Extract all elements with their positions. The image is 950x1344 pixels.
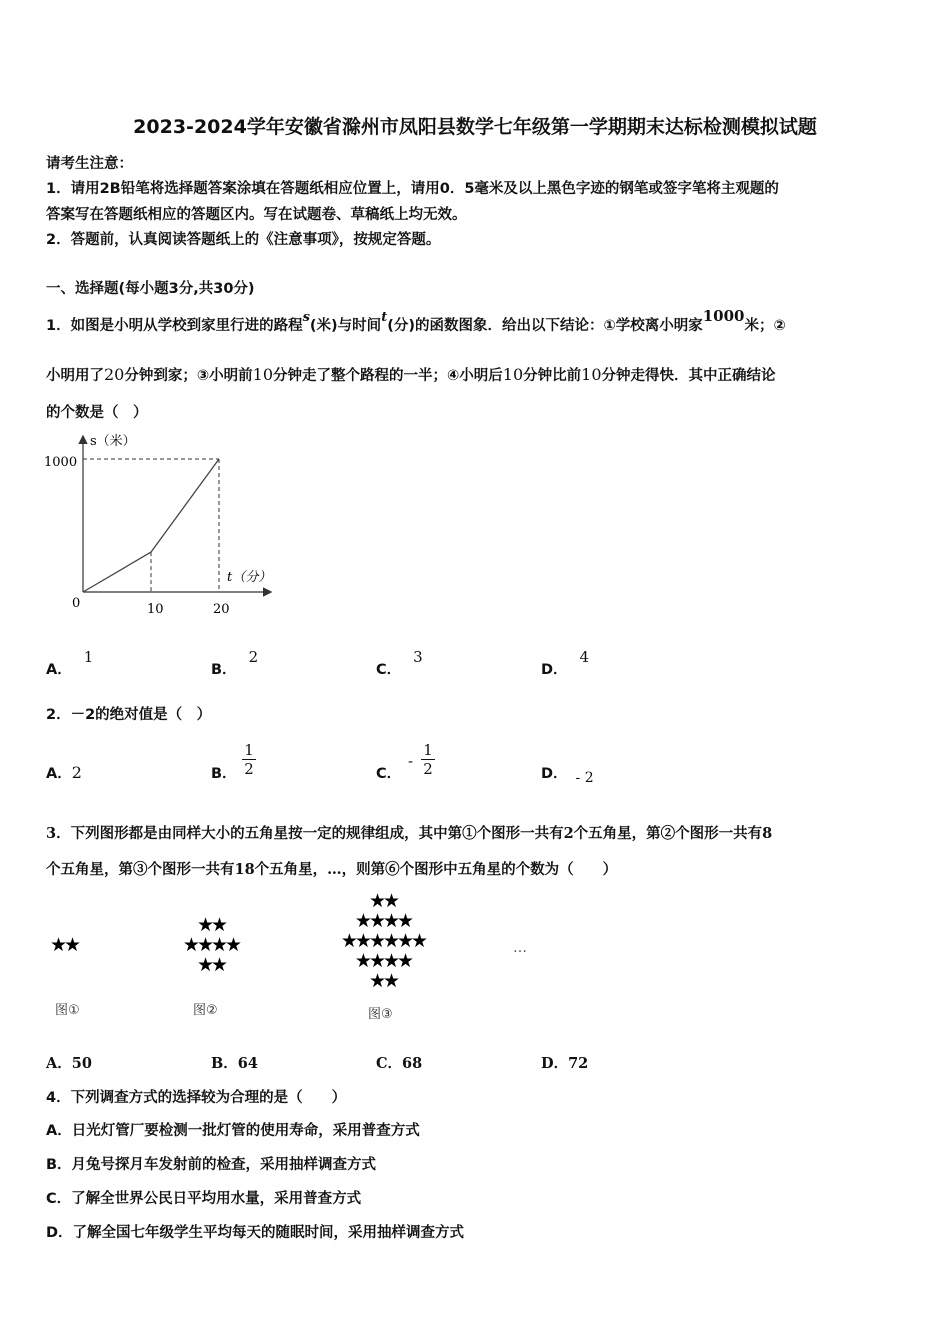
q1-part2: (米)与时间 xyxy=(309,318,382,334)
q1-part1: 1．如图是小明从学校到家里行进的路程 xyxy=(46,318,303,334)
q1-n10b: 10 xyxy=(502,365,524,384)
q4-option-a[interactable]: A．日光灯管厂要检测一批灯管的使用寿命，采用普查方式 xyxy=(46,1123,420,1139)
q2-option-c-label[interactable]: C． xyxy=(376,766,402,782)
q2-option-c-sign: - xyxy=(408,752,414,770)
origin-label: 0 xyxy=(72,596,81,611)
q1-option-b[interactable]: B．2 xyxy=(211,648,259,678)
q2-option-b-label[interactable]: B． xyxy=(211,766,237,782)
x-axis-label: t（分） xyxy=(227,570,272,585)
notice-heading: 请考生注意： xyxy=(46,156,133,172)
figure-3-label: 图③ xyxy=(368,1007,393,1022)
q1-n20: 20 xyxy=(104,365,125,384)
q4-stem: 4．下列调查方式的选择较为合理的是（ ） xyxy=(46,1090,347,1106)
q2-option-b-fraction: 1 2 xyxy=(242,741,256,778)
figure-2-label: 图② xyxy=(193,1003,218,1018)
q1-line-1 xyxy=(46,307,786,335)
figure-1-label: 图① xyxy=(55,1003,80,1018)
q1-option-d[interactable]: D．4 xyxy=(541,648,590,678)
notice-line-2: 2．答题前，认真阅读答题纸上的《注意事项》，按规定答题。 xyxy=(46,232,441,248)
q2-option-c-fraction: 1 2 xyxy=(421,741,435,778)
q1-line2d: 分钟比前 xyxy=(523,368,582,384)
q1-n10a: 10 xyxy=(252,365,273,384)
q3-line-1: 3．下列图形都是由同样大小的五角星按一定的规律组成，其中第①个图形一共有2个五角星，第②个图形一共有8 xyxy=(46,825,773,842)
notice-line-1b: 答案写在答题纸相应的答题区内。写在试题卷、草稿纸上均无效。 xyxy=(46,207,467,223)
q4-option-d[interactable]: D．了解全国七年级学生平均每天的随眠时间，采用抽样调查方式 xyxy=(46,1225,465,1241)
star-figure-3: ★★ ★★★★ ★★★★★★ ★★★★ ★★ xyxy=(340,890,426,992)
y-tick-1000: 1000 xyxy=(44,455,78,470)
q3-line-2: 个五角星，第③个图形一共有18个五角星，…，则第⑥个图形中五角星的个数为（ ） xyxy=(46,861,618,878)
q1-line2c: 分钟走了整个路程的一半；④小明后 xyxy=(273,368,503,384)
q3-option-a[interactable]: A．50 xyxy=(46,1055,92,1072)
q4-option-b[interactable]: B．月兔号探月车发射前的检查，采用抽样调查方式 xyxy=(46,1157,377,1173)
graph-segment-2 xyxy=(151,459,219,552)
x-tick-20: 20 xyxy=(213,602,230,617)
q2-option-a[interactable]: A．2 xyxy=(46,763,82,782)
q1-part3: (分)的函数图象．给出以下结论：①学校离小明家 xyxy=(387,318,703,334)
q1-line-3: 的个数是（ ） xyxy=(46,405,148,421)
q3-option-c[interactable]: C．68 xyxy=(376,1055,423,1072)
graph-segment-1 xyxy=(83,552,151,592)
q1-var-t: t xyxy=(381,310,388,325)
figure-ellipsis: … xyxy=(513,940,527,956)
y-axis-label: s（米） xyxy=(90,434,136,449)
q1-n10c: 10 xyxy=(581,365,602,384)
q3-option-d[interactable]: D．72 xyxy=(541,1055,589,1072)
q1-line2e: 分钟走得快．其中正确结论 xyxy=(601,368,776,384)
q1-line2a: 小明用了 xyxy=(46,368,104,384)
star-figure-1: ★★ xyxy=(50,934,79,956)
star-figure-2: ★★ ★★★★ ★★ xyxy=(182,914,240,976)
q4-option-c[interactable]: C．了解全世界公民日平均用水量，采用普查方式 xyxy=(46,1191,362,1207)
q1-var-s: s xyxy=(302,310,310,325)
q1-option-a[interactable]: A．1 xyxy=(46,648,94,678)
section-heading: 一、选择题(每小题3分,共30分) xyxy=(46,281,255,297)
q2-option-d[interactable]: D． - 2 xyxy=(541,766,594,786)
q1-n1000: 1000 xyxy=(702,307,745,325)
distance-time-graph xyxy=(30,425,290,620)
q1-option-c[interactable]: C．3 xyxy=(376,648,423,678)
q2-stem: 2．－2的绝对值是（ ） xyxy=(46,707,212,723)
notice-line-1a: 1．请用2B铅笔将选择题答案涂填在答题纸相应位置上，请用0．5毫米及以上黑色字迹的钢笔或签字笔将主观题的 xyxy=(46,181,779,197)
q1-line-2 xyxy=(46,364,776,385)
page-title: 2023-2024学年安徽省滁州市凤阳县数学七年级第一学期期末达标检测模拟试题 xyxy=(133,116,817,138)
x-tick-10: 10 xyxy=(147,602,164,617)
q1-line2b: 分钟到家；③小明前 xyxy=(124,368,253,384)
q1-part4: 米；② xyxy=(744,318,786,334)
q3-option-b[interactable]: B．64 xyxy=(211,1055,258,1072)
